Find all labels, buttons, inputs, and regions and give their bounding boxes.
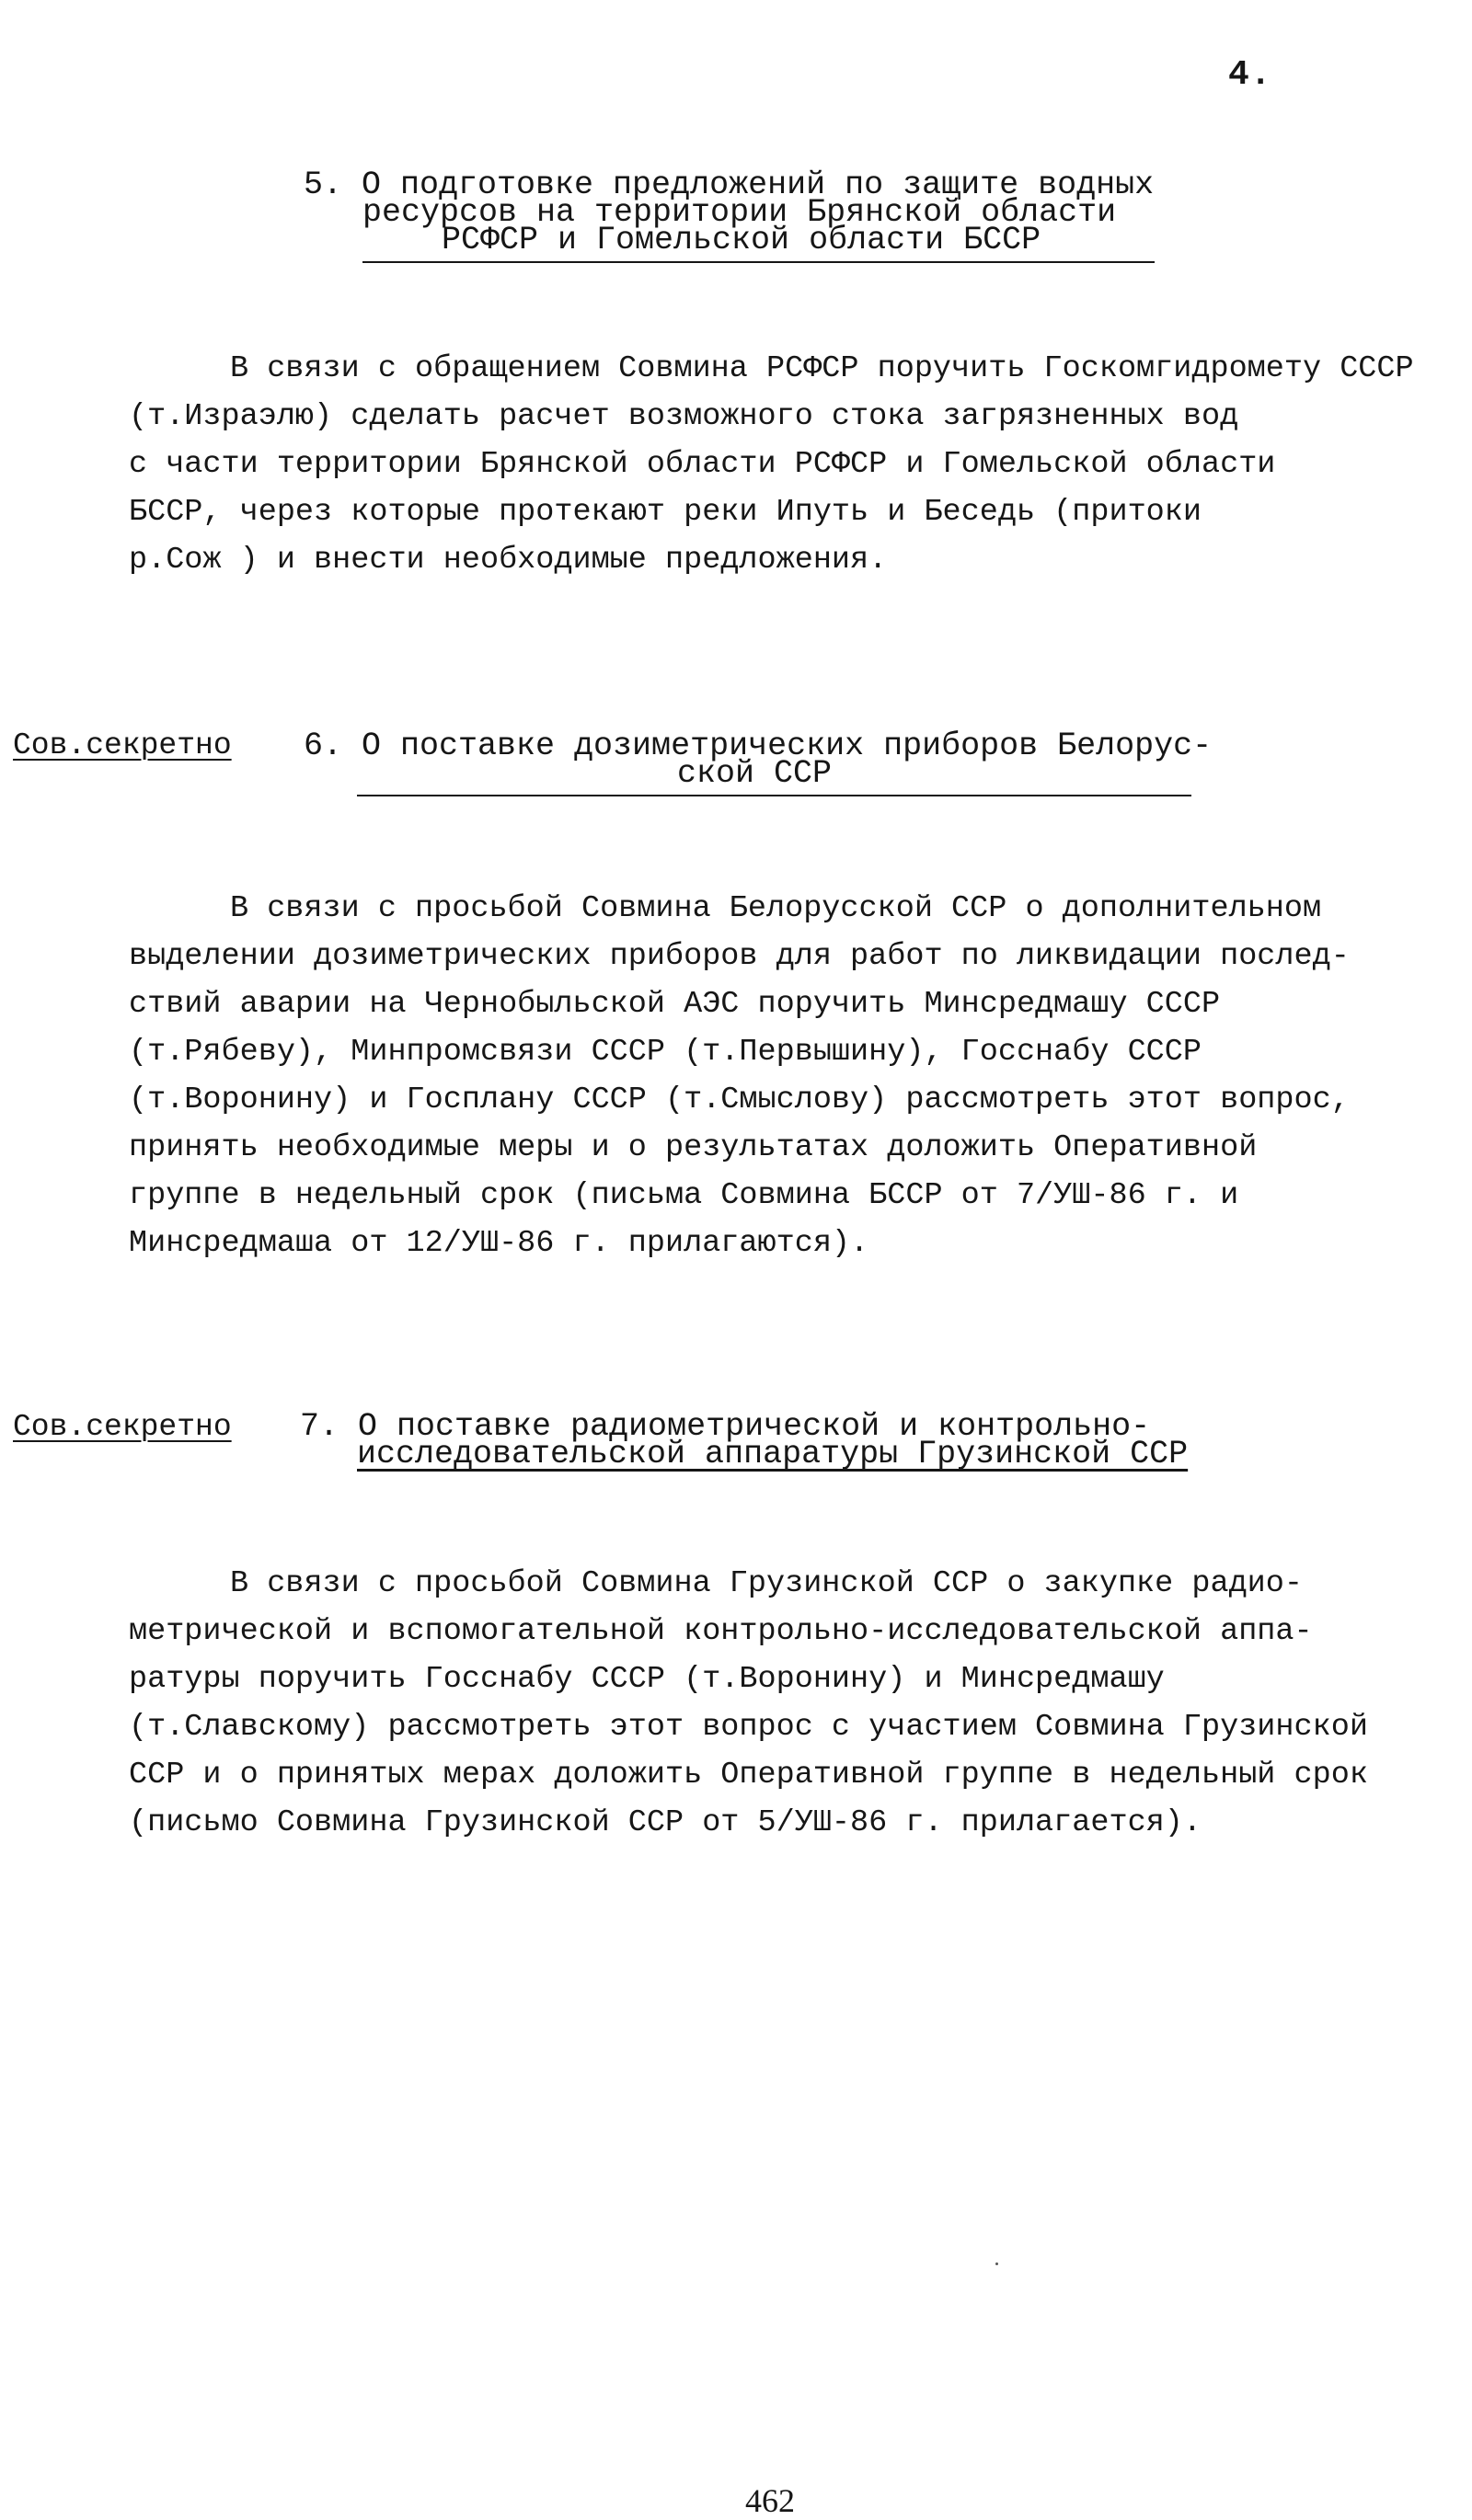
section-5-heading-line-3: РСФСР и Гомельской области БССР [442,222,1041,258]
paragraph-line: (т.Славскому) рассмотреть этот вопрос с участием Совмина Грузинской [129,1710,1368,1745]
paragraph-line: (т.Воронину) и Госплану СССР (т.Смыслову) рассмотреть этот вопрос, [129,1082,1350,1117]
paragraph-line: В связи с просьбой Совмина Грузинской ССР о закупке радио- [230,1566,1303,1601]
section-5-paragraph [129,345,1472,584]
paragraph-line: выделении дозиметрических приборов для работ по ликвидации послед- [129,939,1350,974]
section-5-heading-line-2: ресурсов на территории Брянской области [362,194,1117,231]
paragraph-line: принять необходимые меры и о результатах доложить Оперативной [129,1130,1258,1165]
paragraph-line: группе в недельный срок (письма Совмина БССР от 7/УШ-86 г. и [129,1178,1239,1213]
paragraph-line: В связи с просьбой Совмина Белорусской ССР о дополнительном [230,891,1322,926]
paragraph-line: метрической и вспомогательной контрольно-исследовательской аппа- [129,1614,1313,1649]
paragraph-line: ствий аварии на Чернобыльской АЭС поручить Минсредмашу СССР [129,987,1221,1022]
paragraph-line: (письмо Совмина Грузинской ССР от 5/УШ-86 г. прилагается). [129,1805,1202,1840]
page-number: 4. [1228,55,1272,95]
section-6-heading-line-1: 6. О поставке дозиметрических приборов Белорус- [304,727,1213,764]
paragraph-line: р.Сож ) и внести необходимые предложения. [129,543,888,578]
scan-speck [995,2262,998,2265]
section-7-heading-line-1: 7. О поставке радиометрической и контрольно- [300,1408,1151,1445]
paragraph-line: (т.Израэлю) сделать расчет возможного стока загрязненных вод [129,399,1239,434]
section-7-classification: Сов.секретно [13,1410,232,1444]
paragraph-line: БССР, через которые протекают реки Ипуть и Беседь (притоки [129,495,1202,530]
paragraph-line: (т.Рябеву), Минпромсвязи СССР (т.Первышину), Госснабу СССР [129,1035,1202,1070]
paragraph-line: ССР и о принятых мерах доложить Оперативной группе в недельный срок [129,1758,1368,1793]
section-5-heading-line-1: 5. О подготовке предложений по защите водных [304,166,1155,203]
paragraph-line: В связи с обращением Совмина РСФСР поручить Госкомгидромету СССР [230,351,1414,386]
section-7-heading-line-2: исследовательской аппаратуры Грузинской ССР [357,1436,1189,1472]
section-7-heading [300,1408,1192,1472]
paragraph-line: с части территории Брянской области РСФСР и Гомельской области [129,447,1276,482]
section-5-heading-underline [362,261,1155,263]
section-7-paragraph [129,1560,1472,1847]
section-6-paragraph [129,885,1472,1267]
section-6-classification: Сов.секретно [13,728,232,762]
paragraph-line: Минсредмаша от 12/УШ-86 г. прилагаются). [129,1226,869,1261]
section-6-heading-underline [357,795,1191,796]
section-6-heading [304,727,1213,796]
section-6-heading-line-2: ской ССР [677,755,833,792]
paragraph-line: ратуры поручить Госснабу СССР (т.Воронину) и Минсредмашу [129,1662,1165,1697]
footer-page-number: 462 [745,2482,795,2519]
section-5-heading [304,166,1155,263]
